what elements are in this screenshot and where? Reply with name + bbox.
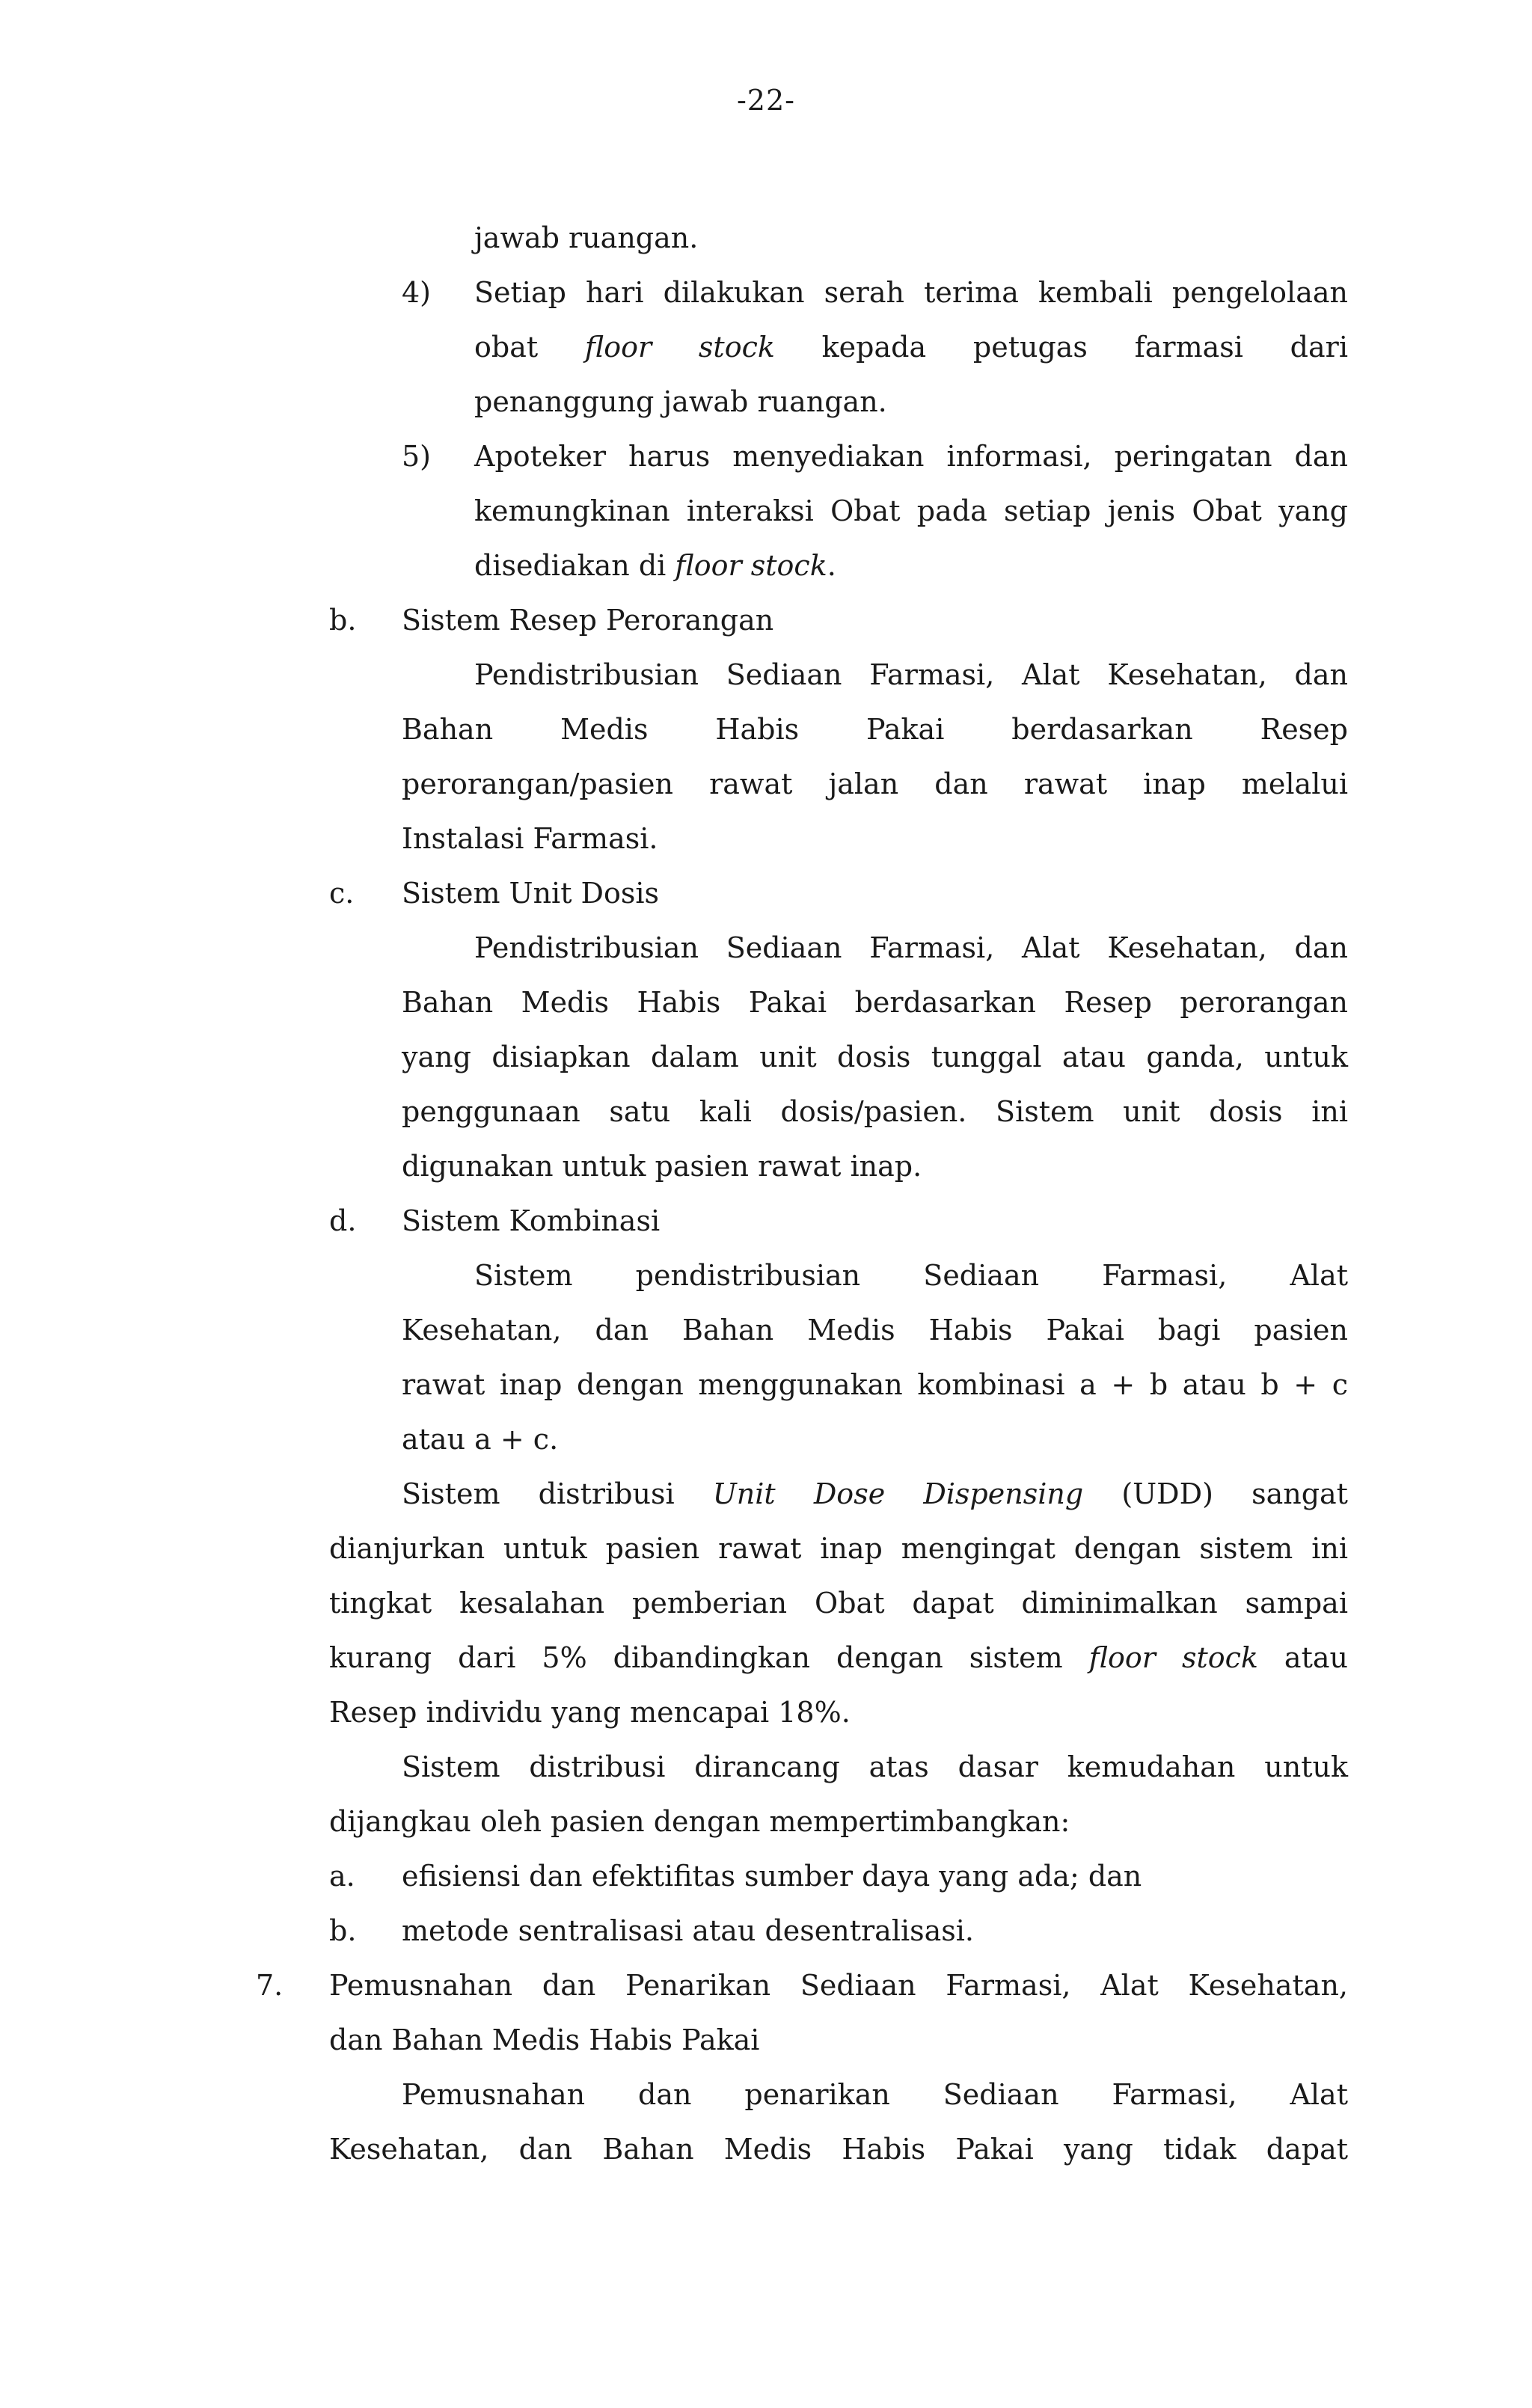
list-item-b	[0, 593, 1532, 648]
paragraph-text: digunakan untuk pasien rawat inap.	[402, 1150, 922, 1183]
paragraph-text: Apoteker harus menyediakan informasi, peringatan dan	[474, 440, 1348, 473]
text-line	[0, 702, 1532, 757]
paragraph-text: penggunaan satu kali dosis/pasien. Sistem unit dosis ini	[402, 1095, 1348, 1128]
paragraph-text: Pemusnahan dan penarikan Sediaan Farmasi, Alat	[402, 2078, 1348, 2111]
text-line	[0, 484, 1532, 539]
list-marker: a.	[329, 1860, 355, 1893]
list-marker: b.	[329, 604, 357, 637]
paragraph-text: jawab ruangan.	[474, 221, 699, 254]
paragraph-text: disediakan di floor stock.	[474, 549, 836, 582]
paragraph-text: obat floor stock kepada petugas farmasi dari	[474, 331, 1348, 364]
paragraph-text: rawat inap dengan menggunakan kombinasi a + b atau b + c	[402, 1368, 1348, 1401]
paragraph-text: perorangan/pasien rawat jalan dan rawat inap melalui	[402, 768, 1348, 800]
paragraph-text: kemungkinan interaksi Obat pada setiap jenis Obat yang	[474, 494, 1348, 527]
paragraph-text: Bahan Medis Habis Pakai berdasarkan Resep	[402, 713, 1348, 746]
paragraph-text: penanggung jawab ruangan.	[474, 385, 887, 418]
text-line	[0, 320, 1532, 375]
list-item-5	[0, 429, 1532, 484]
paragraph-text: tingkat kesalahan pemberian Obat dapat diminimalkan sampai	[329, 1587, 1348, 1620]
text-line	[0, 812, 1532, 866]
paragraph-text: Setiap hari dilakukan serah terima kembali pengelolaan	[474, 276, 1348, 309]
list-item-b	[0, 1904, 1532, 1958]
text-line	[0, 1412, 1532, 1467]
paragraph-text: Kesehatan, dan Bahan Medis Habis Pakai yang tidak dapat	[329, 2133, 1348, 2166]
text-line	[0, 375, 1532, 429]
paragraph-text: kurang dari 5% dibandingkan dengan sistem floor stock atau	[329, 1641, 1348, 1674]
text-line	[0, 975, 1532, 1030]
text-line	[0, 1685, 1532, 1740]
text-line	[0, 921, 1532, 975]
list-marker: c.	[329, 877, 355, 910]
text-line	[0, 1249, 1532, 1303]
list-item-d	[0, 1194, 1532, 1249]
list-marker: 4)	[402, 276, 432, 309]
text-line	[0, 1576, 1532, 1631]
text-line	[0, 648, 1532, 702]
paragraph-text: Sistem distribusi dirancang atas dasar kemudahan untuk	[402, 1750, 1348, 1783]
text-line	[0, 1303, 1532, 1358]
section-heading: dan Bahan Medis Habis Pakai	[329, 2023, 760, 2056]
text-line	[0, 2122, 1532, 2177]
paragraph-text: metode sentralisasi atau desentralisasi.	[402, 1914, 975, 1947]
text-line	[0, 539, 1532, 593]
paragraph-text: dianjurkan untuk pasien rawat inap mengingat dengan sistem ini	[329, 1532, 1348, 1565]
list-item-c	[0, 866, 1532, 921]
paragraph-text: atau a + c.	[402, 1423, 559, 1456]
list-marker: d.	[329, 1204, 357, 1237]
text-line	[0, 2068, 1532, 2122]
text-line	[0, 1522, 1532, 1576]
paragraph-text: dijangkau oleh pasien dengan mempertimbangkan:	[329, 1805, 1070, 1838]
text-line	[0, 1467, 1532, 1522]
paragraph-text: yang disiapkan dalam unit dosis tunggal atau ganda, untuk	[402, 1041, 1348, 1073]
text-line	[0, 1740, 1532, 1795]
section-heading: Pemusnahan dan Penarikan Sediaan Farmasi, Alat Kesehatan,	[329, 1969, 1348, 2002]
text-line	[0, 1795, 1532, 1849]
list-marker: b.	[329, 1914, 357, 1947]
page-number: -22-	[736, 84, 796, 117]
text-line	[0, 1139, 1532, 1194]
list-marker: 5)	[402, 440, 432, 473]
text-line	[0, 2013, 1532, 2068]
list-item-7	[0, 1958, 1532, 2013]
list-item-4	[0, 266, 1532, 320]
paragraph-text: Pendistribusian Sediaan Farmasi, Alat Kesehatan, dan	[474, 931, 1348, 964]
paragraph-text: Pendistribusian Sediaan Farmasi, Alat Kesehatan, dan	[474, 658, 1348, 691]
section-heading: Sistem Kombinasi	[402, 1204, 661, 1237]
paragraph-text: Resep individu yang mencapai 18%.	[329, 1696, 851, 1729]
section-heading: Sistem Unit Dosis	[402, 877, 660, 910]
paragraph-text: Sistem distribusi Unit Dose Dispensing (UDD) sangat	[402, 1477, 1348, 1510]
section-heading: Sistem Resep Perorangan	[402, 604, 774, 637]
paragraph-text: Sistem pendistribusian Sediaan Farmasi, Alat	[474, 1259, 1348, 1292]
paragraph-text: Instalasi Farmasi.	[402, 822, 658, 855]
text-line	[0, 1030, 1532, 1085]
list-item-a	[0, 1849, 1532, 1904]
paragraph-text: Bahan Medis Habis Pakai berdasarkan Resep perorangan	[402, 986, 1348, 1019]
list-marker: 7.	[256, 1969, 284, 2002]
text-line	[0, 1358, 1532, 1412]
text-line	[0, 211, 1532, 266]
text-line	[0, 757, 1532, 812]
paragraph-text: efisiensi dan efektifitas sumber daya yang ada; dan	[402, 1860, 1142, 1893]
text-line	[0, 1631, 1532, 1685]
text-line	[0, 1085, 1532, 1139]
paragraph-text: Kesehatan, dan Bahan Medis Habis Pakai bagi pasien	[402, 1314, 1348, 1347]
